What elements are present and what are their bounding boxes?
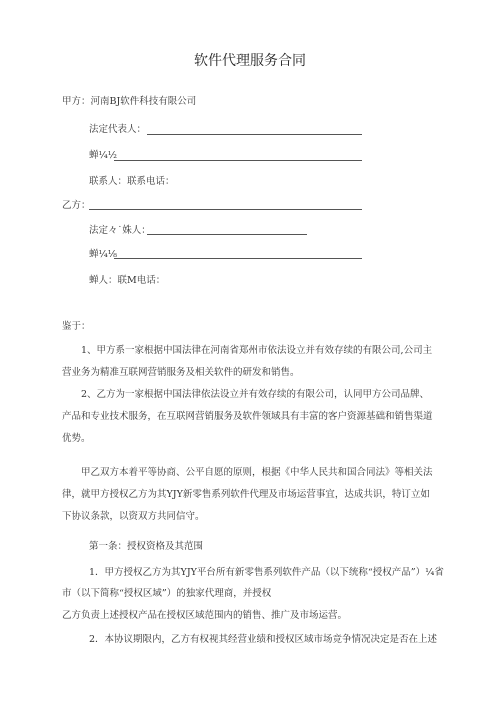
party-b-field2-label: 蝉¼⅛ xyxy=(89,249,117,260)
recital-item-1: 1、甲方系一家根据中国法律在河南省郑州市依法设立并有效存续的有限公司,公司主营业务为精准互联网营销服务及相关软件的研发和销售。 xyxy=(62,345,433,378)
party-b-field2-line xyxy=(114,258,362,259)
party-b-contact-label: 蝉人：联M电话： xyxy=(89,275,166,286)
party-a-legal-rep-line xyxy=(147,134,362,135)
article-1-heading: 第一条：授权资格及其范围 xyxy=(89,541,204,552)
article-1-clause-1-line-2: 市（以下简称“授权区域”）的独家代理商，并授权 xyxy=(62,588,272,599)
article-1-clause-1-line-1: 1．甲方授权乙方为其YJY平台所有新零售系列软件产品（以下统称“授权产品”）¼省 xyxy=(89,567,444,578)
party-b-legal-rep-label: 法定々˙姝人： xyxy=(89,225,151,236)
party-b-legal-rep-line xyxy=(147,234,307,235)
document-title: 软件代理服务合同 xyxy=(194,53,306,69)
recital-item-2: 2、乙方为一家根据中国法律依法设立并有效存续的有限公司，认同甲方公司品牌、产品和专业技术服务，在互联网营销服务及软件领域具有丰富的客户资源基础和销售渠道优势。 xyxy=(62,389,433,444)
party-a-legal-rep-label: 法定代表人： xyxy=(89,124,147,135)
party-b-heading: 乙方： xyxy=(62,200,91,211)
party-b-line xyxy=(89,209,362,210)
party-a-field2-line xyxy=(114,160,362,161)
agreement-intro: 甲乙双方本着平等协商、公平自愿的原则，根据《中华人民共和国合同法》等相关法律，就甲方授权乙方为其YJY新零售系列软件代理及市场运营事宜，达成共识，特订立如下协议条款，以资双方共同信守。 xyxy=(62,467,433,522)
party-a-field2-label: 蝉¼½ xyxy=(89,150,117,161)
article-1-clause-1-line-3: 乙方负责上述授权产品在授权区域范围内的销售、推广及市场运营。 xyxy=(62,610,348,621)
article-1-clause-2-line-1: 2．本协议期限内，乙方有权视其经营业绩和授权区域市场竞争情况决定是否在上述 xyxy=(89,634,438,645)
party-a-heading: 甲方：河南BJ软件科技有限公司 xyxy=(62,96,197,107)
recitals-heading: 鉴于： xyxy=(62,321,91,332)
party-a-contact-label: 联系人：联系电话： xyxy=(89,176,175,187)
